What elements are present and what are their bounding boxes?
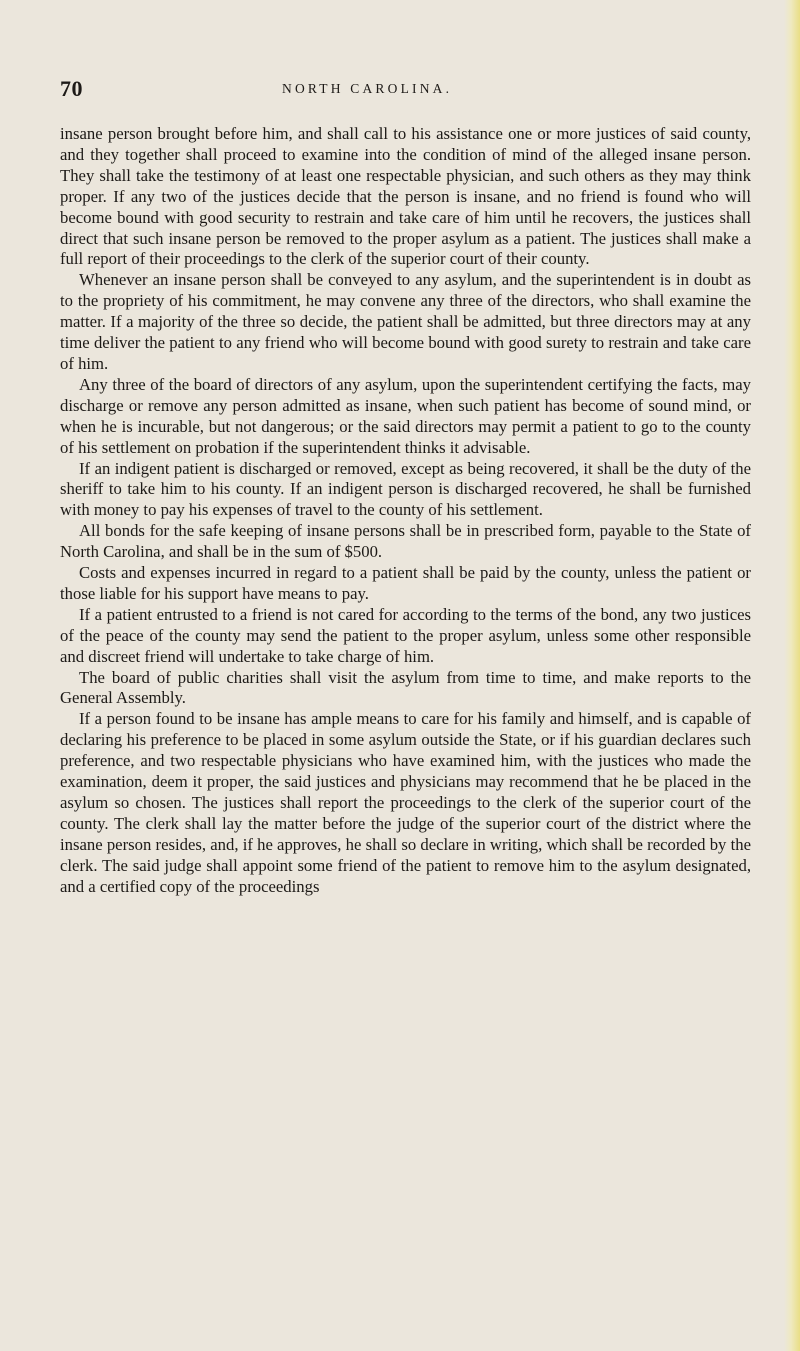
running-title: NORTH CAROLINA. <box>282 81 453 96</box>
page-number: 70 <box>60 76 83 101</box>
paragraph-discharge: Any three of the board of directors of any asylum, upon the superintendent certifying the facts, may discharge or remove any person admitted as insane, when such patient has become of sound mind, or when he is incurable, but not dangerous; or the said directors may permit a patient to go to the county of his settlement on probation if the superintendent thinks it advisable. <box>60 374 751 457</box>
paragraph-bonds: All bonds for the safe keeping of insane persons shall be in prescribed form, payable to the State of North Carolina, and shall be in the sum of $500. <box>60 521 751 562</box>
body-text <box>60 124 751 898</box>
page-edge <box>784 0 800 1351</box>
paragraph-continuation: insane person brought before him, and shall call to his assistance one or more justices of said county, and they together shall proceed to examine into the condition of mind of the alleged insane person. They shall take the testimony of at least one respectable physician, and such others as they may think proper. If any two of the justices decide that the person is insane, and no friend is found who will become bound with good security to restrain and take care of him until he recovers, the justices shall direct that such insane person be removed to the proper asylum as a patient. The justices shall make a full report of their proceedings to the clerk of the superior court of their county. <box>60 124 751 269</box>
paragraph-costs: Costs and expenses incurred in regard to a patient shall be paid by the county, unless the patient or those liable for his support have means to pay. <box>60 563 751 603</box>
book-page <box>60 76 751 898</box>
paragraph-superintendent-doubt: Whenever an insane person shall be conveyed to any asylum, and the superintendent is in doubt as to the propriety of his commitment, he may convene any three of the directors, who shall examine the matter. If a majority of the three so decide, the patient shall be admitted, but three directors may at any time deliver the patient to any friend who will become bound with good surety to restrain and take care of him. <box>60 270 751 373</box>
paragraph-outside-asylum: If a person found to be insane has ample means to care for his family and himself, and is capable of declaring his preference to be placed in some asylum outside the State, or if his guardian declares such preference, and two respectable physicians who have examined him, with the justices who made the examination, deem it proper, the said justices and physicians may recommend that he be placed in the asylum so chosen. The justices shall report the proceedings to the clerk of the superior court of the county. The clerk shall lay the matter before the judge of the superior court of the district where the insane person resides, and, if he approves, he shall so declare in writing, which shall be recorded by the clerk. The said judge shall appoint some friend of the patient to remove him to the asylum designated, and a certified copy of the proceedings <box>60 709 751 896</box>
paragraph-board-of-charities: The board of public charities shall visit the asylum from time to time, and make reports to the General Assembly. <box>60 667 751 708</box>
paragraph-indigent-patient: If an indigent patient is discharged or removed, except as being recovered, it shall be the duty of the sheriff to take him to his county. If an indigent person is discharged recovered, he shall be furnished with money to pay his expenses of travel to the county of his settlement. <box>60 458 751 520</box>
paragraph-patient-entrusted: If a patient entrusted to a friend is not cared for according to the terms of the bond, any two justices of the peace of the county may send the patient to the proper asylum, unless some other responsible and discreet friend will undertake to take charge of him. <box>60 604 751 666</box>
page-header <box>60 76 751 106</box>
